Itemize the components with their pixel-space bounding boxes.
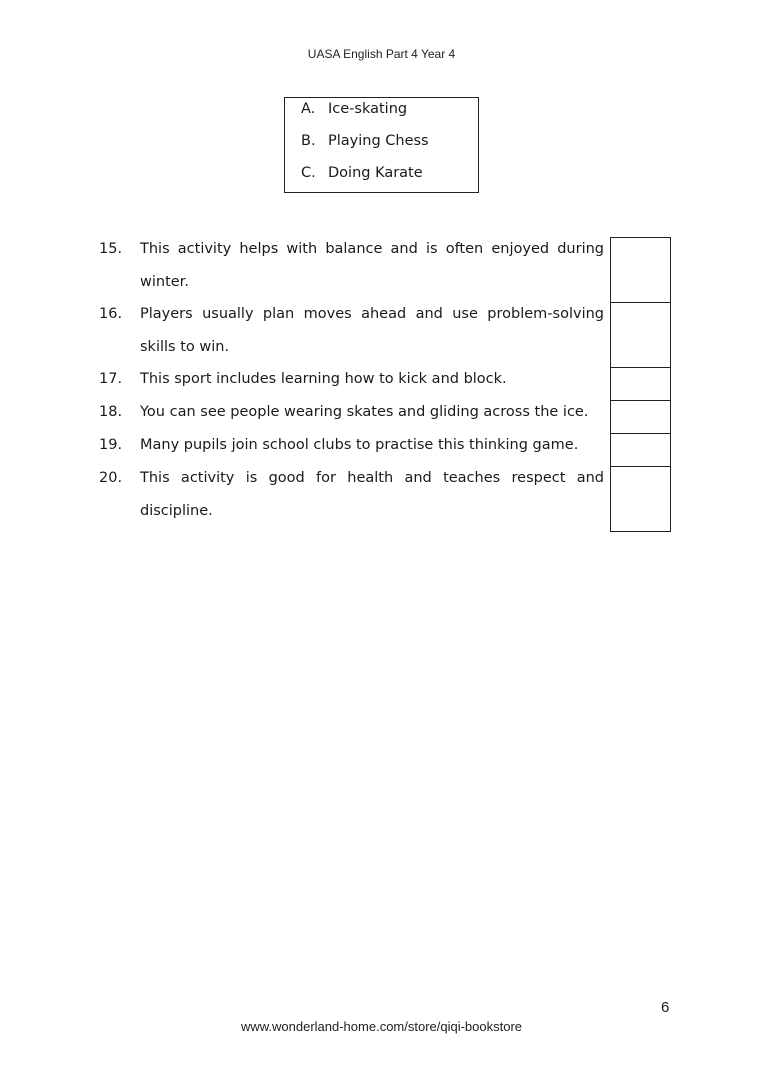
question-text: This sport includes learning how to kick and block. bbox=[140, 371, 507, 387]
question-text: You can see people wearing skates and gliding across the ice. bbox=[140, 404, 589, 420]
question-17 bbox=[99, 363, 604, 396]
option-text: Doing Karate bbox=[328, 165, 423, 181]
question-19 bbox=[99, 429, 604, 462]
question-16 bbox=[99, 298, 604, 364]
question-text: Players usually plan moves ahead and use problem-solving skills to win. bbox=[140, 306, 604, 355]
question-number: 15. bbox=[99, 241, 123, 257]
option-text: Playing Chess bbox=[328, 133, 429, 149]
page-header: UASA English Part 4 Year 4 bbox=[307, 47, 456, 61]
question-text: This activity helps with balance and is often enjoyed during winter. bbox=[140, 241, 604, 290]
option-a bbox=[301, 101, 407, 117]
option-letter: B. bbox=[301, 133, 316, 149]
question-number: 20. bbox=[99, 470, 123, 486]
question-15 bbox=[99, 233, 604, 299]
answer-box-15[interactable] bbox=[610, 237, 671, 303]
answer-box-19[interactable] bbox=[610, 433, 671, 467]
answer-box-16[interactable] bbox=[610, 302, 671, 368]
question-text: This activity is good for health and teaches respect and discipline. bbox=[140, 470, 604, 519]
question-number: 17. bbox=[99, 371, 123, 387]
question-text: Many pupils join school clubs to practise this thinking game. bbox=[140, 437, 579, 453]
option-c bbox=[301, 165, 423, 181]
question-18 bbox=[99, 396, 604, 429]
answer-box-20[interactable] bbox=[610, 466, 671, 532]
page-number: 6 bbox=[661, 999, 670, 1016]
option-letter: A. bbox=[301, 101, 316, 117]
question-number: 18. bbox=[99, 404, 123, 420]
question-number: 19. bbox=[99, 437, 123, 453]
footer-url: www.wonderland-home.com/store/qiqi-bookstore bbox=[240, 1019, 523, 1034]
answer-box-18[interactable] bbox=[610, 400, 671, 434]
question-number: 16. bbox=[99, 306, 123, 322]
answer-options-box bbox=[284, 97, 479, 193]
option-letter: C. bbox=[301, 165, 316, 181]
question-20 bbox=[99, 462, 604, 528]
option-text: Ice-skating bbox=[328, 101, 408, 117]
answer-box-17[interactable] bbox=[610, 367, 671, 401]
option-b bbox=[301, 133, 429, 149]
